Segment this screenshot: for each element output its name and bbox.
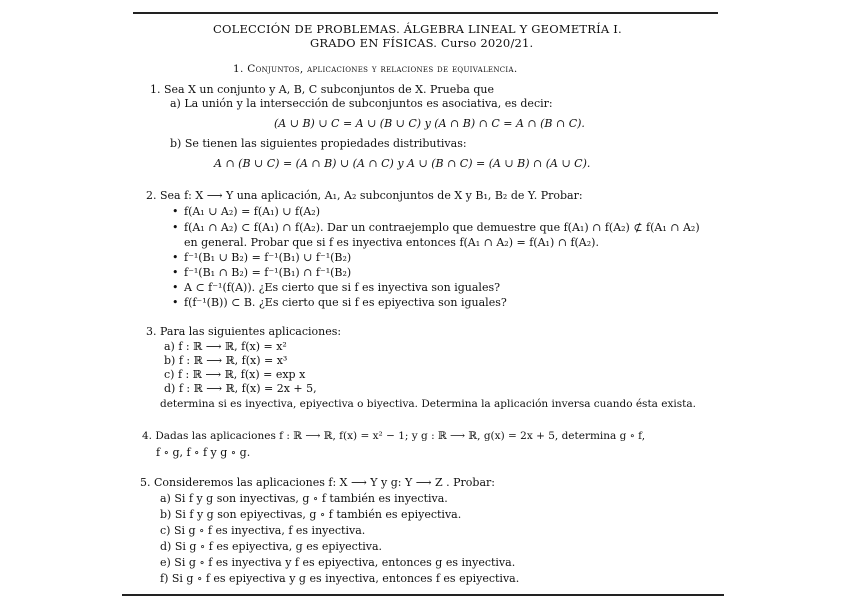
top-rule xyxy=(133,12,718,14)
problem-1-b-formula: A ∩ (B ∪ C) = (A ∩ B) ∪ (A ∩ C) y A ∪ (B ∩ C) = (A ∪ B) ∩ (A ∪ C). xyxy=(214,157,591,170)
problem-5-item: b) Si f y g son epiyectivas, g ∘ f también es epiyectiva. xyxy=(160,508,462,521)
problem-4-line-2: f ∘ g, f ∘ f y g ∘ g. xyxy=(156,446,251,459)
problem-1-statement: 1. Sea X un conjunto y A, B, C subconjuntos de X. Prueba que xyxy=(150,83,494,96)
problem-1-a-formula: (A ∪ B) ∪ C = A ∪ (B ∪ C) y (A ∩ B) ∩ C = A ∩ (B ∩ C). xyxy=(274,117,585,130)
problem-2-statement: 2. Sea f: X ⟶ Y una aplicación, A₁, A₂ subconjuntos de X y B₁, B₂ de Y. Probar: xyxy=(146,189,583,202)
problem-3-item: c) f : ℝ ⟶ ℝ, f(x) = exp x xyxy=(164,368,306,381)
problem-3-item: a) f : ℝ ⟶ ℝ, f(x) = x² xyxy=(164,340,287,353)
problem-3-closing: determina si es inyectiva, epiyectiva o biyectiva. Determina la aplicación inversa cuando ésta exista. xyxy=(160,398,696,410)
problem-2-item: • f(A₁ ∩ A₂) ⊂ f(A₁) ∩ f(A₂). Dar un contraejemplo que demuestre que f(A₁) ∩ f(A₂) ⊄ f(A₁ ∩ A₂) xyxy=(184,221,700,234)
bottom-rule xyxy=(122,594,724,596)
problem-5-item: d) Si g ∘ f es epiyectiva, g es epiyectiva. xyxy=(160,540,383,553)
problem-2-item: • f(A₁ ∪ A₂) = f(A₁) ∪ f(A₂) xyxy=(184,205,320,218)
problem-3-item: d) f : ℝ ⟶ ℝ, f(x) = 2x + 5, xyxy=(164,382,317,395)
problem-5-item: c) Si g ∘ f es inyectiva, f es inyectiva. xyxy=(160,524,366,537)
problem-5-item: f) Si g ∘ f es epiyectiva y g es inyectiva, entonces f es epiyectiva. xyxy=(160,572,520,585)
problem-2-item: • f⁻¹(B₁ ∩ B₂) = f⁻¹(B₁) ∩ f⁻¹(B₂) xyxy=(184,266,351,279)
problem-1-a: a) La unión y la intersección de subconjuntos es asociativa, es decir: xyxy=(170,97,553,110)
problem-3-statement: 3. Para las siguientes aplicaciones: xyxy=(146,325,342,338)
problem-5-item: e) Si g ∘ f es inyectiva y f es epiyectiva, entonces g es inyectiva. xyxy=(160,556,516,569)
problem-5-item: a) Si f y g son inyectivas, g ∘ f también es inyectiva. xyxy=(160,492,448,505)
title-line-1: COLECCIÓN DE PROBLEMAS. ÁLGEBRA LINEAL Y GEOMETRÍA I. xyxy=(213,22,622,36)
title-line-2: GRADO EN FÍSICAS. Curso 2020/21. xyxy=(310,36,534,50)
problem-1-b: b) Se tienen las siguientes propiedades distributivas: xyxy=(170,137,467,150)
problem-5-statement: 5. Consideremos las aplicaciones f: X ⟶ Y y g: Y ⟶ Z . Probar: xyxy=(140,476,495,489)
problem-2-item: • f(f⁻¹(B)) ⊂ B. ¿Es cierto que si f es epiyectiva son iguales? xyxy=(184,296,507,309)
problem-3-item: b) f : ℝ ⟶ ℝ, f(x) = x³ xyxy=(164,354,288,367)
section-heading: 1. Conjuntos, aplicaciones y relaciones de equivalencia. xyxy=(233,63,518,75)
problem-2-item-continuation: en general. Probar que si f es inyectiva entonces f(A₁ ∩ A₂) = f(A₁) ∩ f(A₂). xyxy=(184,236,599,249)
problem-2-item: • A ⊂ f⁻¹(f(A)). ¿Es cierto que si f es inyectiva son iguales? xyxy=(184,281,500,294)
problem-2-item: • f⁻¹(B₁ ∪ B₂) = f⁻¹(B₁) ∪ f⁻¹(B₂) xyxy=(184,251,351,264)
problem-4-line-1: 4. Dadas las aplicaciones f : ℝ ⟶ ℝ, f(x) = x² − 1; y g : ℝ ⟶ ℝ, g(x) = 2x + 5, determina g ∘ f, xyxy=(142,430,646,442)
